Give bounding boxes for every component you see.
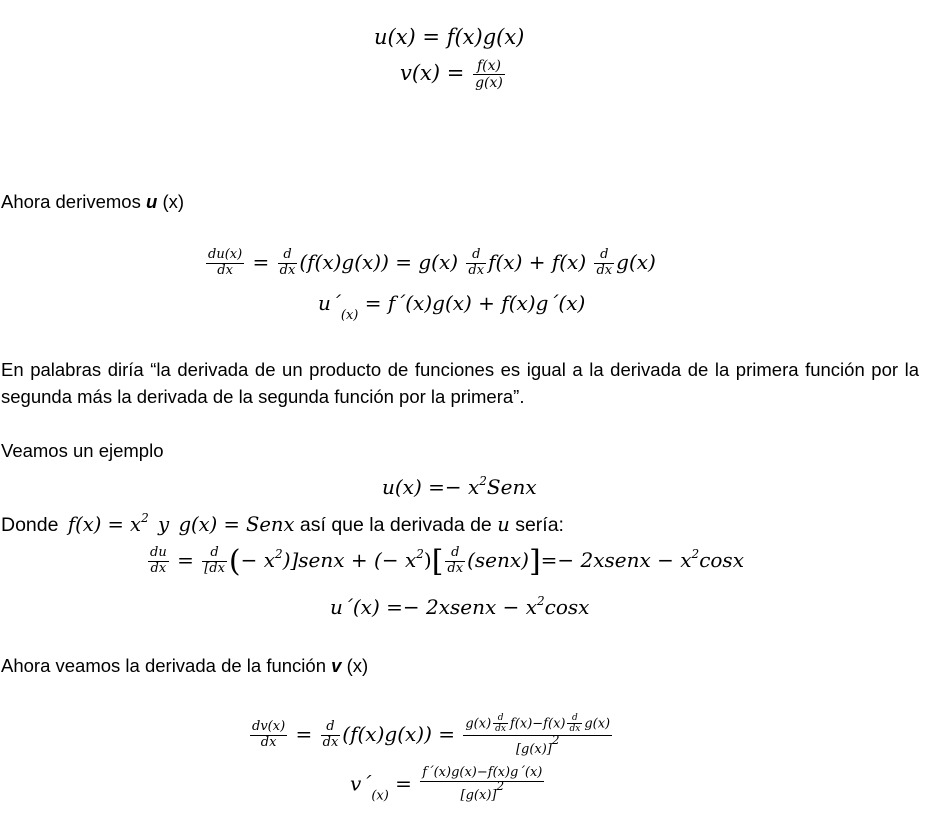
intro-u-text bbox=[1, 188, 184, 215]
q-d1-num: d bbox=[493, 713, 508, 724]
equation-derivative-v bbox=[248, 713, 614, 758]
q-den-sup: 2 bbox=[551, 732, 560, 747]
dv-mid: (f(x)g(x)) = bbox=[342, 721, 455, 746]
dv-eq: = bbox=[295, 721, 313, 746]
ex-paren-open: ( bbox=[228, 543, 241, 579]
ex-dx: dx bbox=[150, 560, 167, 576]
ex-final-sup: 2 bbox=[537, 594, 545, 608]
v-prime-den: [g(x)] bbox=[460, 787, 497, 803]
ex-final-lhs: u´(x) =− 2xsenx − x bbox=[330, 595, 538, 619]
du-den: dx bbox=[217, 262, 233, 278]
equation-derivative-u bbox=[204, 248, 656, 279]
u-prime-lhs: u´ bbox=[318, 291, 341, 315]
ex-sup-a: 2 bbox=[275, 546, 283, 561]
q-d2-den: dx bbox=[569, 724, 581, 735]
q-c: g(x) bbox=[584, 716, 611, 732]
ex-dx2: dx bbox=[447, 560, 464, 576]
d1-num: d bbox=[278, 248, 298, 264]
d-dx-fraction-3 bbox=[594, 248, 614, 279]
ex-cosx: cosx bbox=[699, 547, 744, 572]
y-word: y bbox=[158, 513, 170, 536]
equation-v-definition bbox=[400, 58, 507, 91]
u-prime-sub: (x) bbox=[340, 308, 359, 323]
intro-u-arg: (x) bbox=[162, 191, 185, 212]
donde-line bbox=[1, 511, 564, 539]
g-definition: g(x) = Senx bbox=[178, 513, 295, 536]
v-prime-num: f´(x)g(x)−f(x)g´(x) bbox=[422, 765, 543, 780]
dv-d-dx bbox=[321, 720, 341, 751]
u-var: u bbox=[497, 513, 510, 536]
ex-sup-b: 2 bbox=[416, 546, 424, 561]
quotient-num bbox=[463, 713, 612, 736]
f-definition bbox=[68, 513, 149, 536]
seria-text: sería: bbox=[515, 514, 564, 536]
du-num: du(x) bbox=[208, 247, 243, 262]
q-d1 bbox=[493, 713, 508, 735]
q-den: [g(x)] bbox=[515, 741, 552, 757]
dv-d: d bbox=[321, 720, 341, 736]
v-prime-den-wrap bbox=[420, 778, 544, 804]
asi-text: así que la derivada de bbox=[299, 514, 492, 536]
d3-den: dx bbox=[596, 262, 613, 278]
v-lhs: v(x) = bbox=[400, 61, 465, 86]
ex-neg-x: − x bbox=[240, 547, 276, 572]
ex-eq: = bbox=[177, 547, 194, 572]
d-dx-fraction-1 bbox=[278, 248, 298, 279]
intro-u-label: Ahora derivemos bbox=[1, 191, 141, 212]
d2-den: dx bbox=[468, 262, 485, 278]
ex-du: du bbox=[150, 545, 167, 560]
d3-num: d bbox=[594, 248, 614, 264]
ex-result: =− 2xsenx − x bbox=[540, 547, 692, 572]
example-eq-sup: 2 bbox=[479, 474, 487, 488]
d2-num: d bbox=[466, 248, 486, 264]
example-eq-tail: Senx bbox=[486, 475, 537, 499]
intro-v-arg: (x) bbox=[346, 655, 369, 676]
intro-u-var: u bbox=[145, 191, 158, 212]
du-eq: = bbox=[252, 249, 270, 274]
du-dx-fraction bbox=[206, 248, 244, 279]
ex-d: d bbox=[202, 546, 227, 562]
example-equation bbox=[382, 474, 537, 499]
dv-dx: dx bbox=[322, 734, 339, 750]
v-prime-lhs: v´ bbox=[350, 771, 372, 796]
ex-sup-c: 2 bbox=[691, 546, 700, 561]
du-expr2: f(x) + f(x) bbox=[488, 249, 587, 274]
donde-word: Donde bbox=[1, 514, 59, 536]
q-b: f(x)−f(x) bbox=[510, 716, 566, 732]
v-denominator: g(x) bbox=[475, 75, 503, 92]
du-expr3: g(x) bbox=[616, 249, 656, 274]
intro-v-var: v bbox=[331, 655, 342, 676]
example-eq-main: u(x) =− x bbox=[382, 475, 480, 499]
equation-u-prime bbox=[318, 291, 586, 323]
d-dx-fraction-2 bbox=[466, 248, 486, 279]
v-prime-den-sup: 2 bbox=[496, 778, 505, 793]
dv-num: dv(x) bbox=[252, 718, 286, 734]
intro-v-text bbox=[1, 652, 368, 679]
v-prime-sub: (x) bbox=[371, 788, 389, 804]
ex-d2: d bbox=[445, 546, 465, 562]
u-prime-rhs: = f´(x)g(x) + f(x)g´(x) bbox=[364, 291, 586, 315]
example-label: Veamos un ejemplo bbox=[1, 440, 164, 461]
f-def-sup: 2 bbox=[141, 511, 149, 525]
example-derivative bbox=[146, 543, 744, 579]
d1-den: dx bbox=[279, 262, 296, 278]
q-d1-den: dx bbox=[495, 724, 506, 735]
v-prime-fraction bbox=[420, 766, 544, 804]
v-fraction bbox=[473, 58, 505, 91]
q-d2-num: d bbox=[567, 713, 582, 724]
v-prime-eq: = bbox=[395, 771, 412, 796]
dv-den: dx bbox=[260, 734, 277, 750]
ex-senx: (senx) bbox=[467, 547, 529, 572]
example-final bbox=[330, 594, 590, 619]
ex-d-dx-2 bbox=[445, 546, 465, 577]
product-rule-paragraph: En palabras diría “la derivada de un producto de funciones es igual a la derivada de la primera función por la segunda más la derivada de la segunda función por la primera”. bbox=[1, 359, 919, 407]
du-expr1: (f(x)g(x)) = g(x) bbox=[299, 249, 459, 274]
dv-dx-fraction bbox=[250, 720, 287, 751]
q-a: g(x) bbox=[465, 716, 492, 732]
equation-v-prime bbox=[350, 766, 546, 804]
intro-v-label: Ahora veamos la derivada de la función bbox=[1, 655, 326, 676]
ex-final-cos: cosx bbox=[544, 595, 590, 619]
v-numerator: f(x) bbox=[473, 58, 505, 75]
ex-du-dx bbox=[148, 546, 169, 577]
quotient-fraction bbox=[463, 713, 612, 758]
ex-bracket-open: [ bbox=[431, 543, 444, 579]
q-d2 bbox=[567, 713, 582, 735]
ex-close: ) bbox=[423, 547, 432, 572]
equation-u-definition: u(x) = f(x)g(x) bbox=[374, 25, 525, 49]
f-def-text: f(x) = x bbox=[67, 513, 142, 536]
ex-bracket-close: ] bbox=[528, 543, 541, 579]
ex-bdx: [dx bbox=[204, 560, 225, 576]
quotient-den bbox=[463, 732, 612, 758]
ex-d-bdx bbox=[202, 546, 227, 577]
ex-mid: )]senx + (− x bbox=[282, 547, 417, 572]
